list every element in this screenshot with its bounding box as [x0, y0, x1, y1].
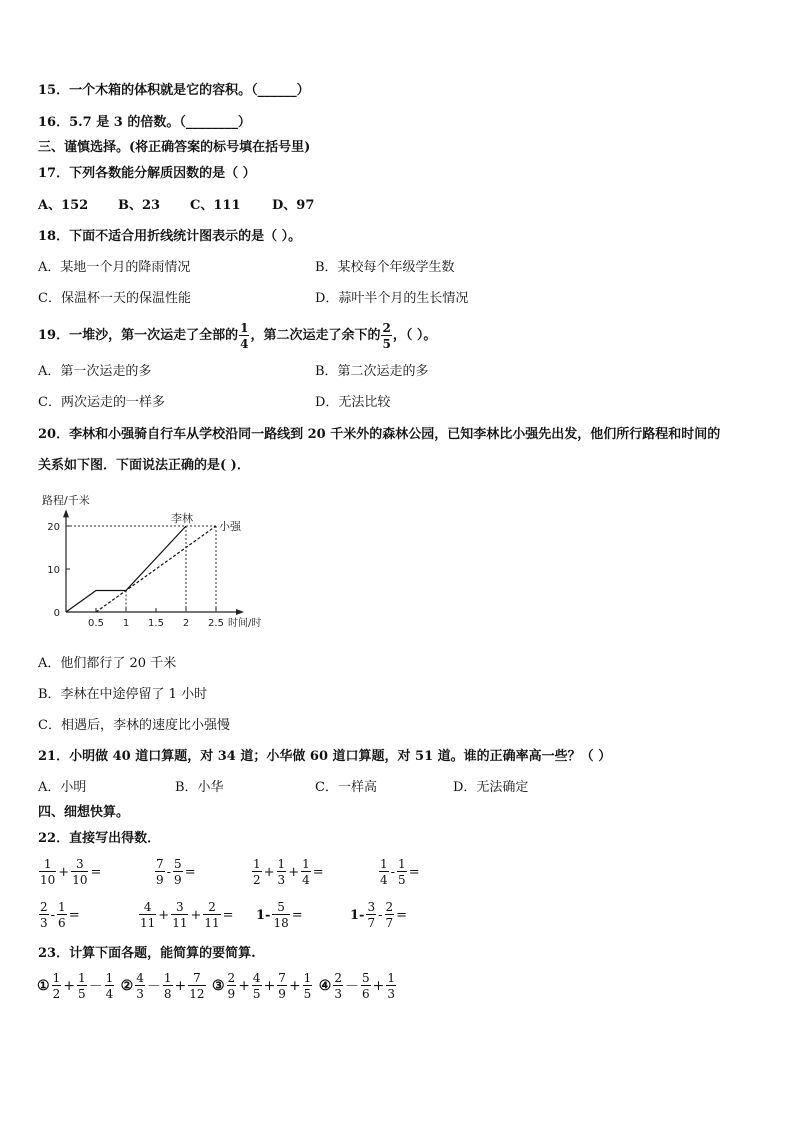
question-18: 18．下面不适合用折线统计图表示的是（ ）。	[38, 229, 302, 244]
q19-option-c: C．两次运走的一样多	[38, 395, 165, 410]
q19-f1-num: 1	[240, 320, 249, 335]
q17-option-d: D、97	[272, 198, 315, 213]
x-tick-label: 0.5	[88, 618, 104, 629]
q19-fraction-1	[239, 322, 249, 350]
question-16: 16．5.7 是 3 的倍数。（________）	[38, 115, 251, 130]
q21-option-c: C．一样高	[315, 780, 377, 795]
y-tick-label: 20	[47, 522, 60, 533]
q20-option-c: C．相遇后，李林的速度比小强慢	[38, 718, 230, 733]
q19-option-d: D．无法比较	[315, 395, 391, 410]
q22-expr-2: $\frac{7}{9}$ - $\frac{5}{9}$ =	[156, 857, 196, 887]
question-21: 21．小明做 40 道口算题，对 34 道；小华做 60 道口算题，对 51 道。谁的正确率高一些？（ ）	[38, 749, 612, 764]
y-axis-arrow	[63, 509, 69, 517]
q21-option-b: B．小华	[175, 780, 224, 795]
x-tick-label: 2	[182, 618, 190, 629]
q21-option-d: D．无法确定	[453, 780, 529, 795]
question-22: 22．直接写出得数．	[38, 831, 161, 846]
q20-option-b: B．李林在中途停留了 1 小时	[38, 687, 208, 702]
q22-expr-8: 1- $\frac{3}{7}$ - $\frac{2}{7}$ =	[350, 900, 408, 930]
q22-expr-1: $\frac{1}{10}$ + $\frac{3}{10}$ =	[40, 857, 102, 887]
q19-text-1: 19．一堆沙，第一次运走了全部的	[38, 328, 239, 343]
q18-option-c: C．保温杯一天的保温性能	[38, 291, 191, 306]
series-line-xiaoqiang	[96, 526, 216, 612]
q19-f1-den: 4	[240, 336, 249, 351]
x-axis-arrow	[236, 609, 244, 615]
q22-expr-5: $\frac{2}{3}$ - $\frac{1}{6}$ =	[40, 900, 80, 930]
q22-expr-7: 1- $\frac{5}{18}$ =	[256, 900, 303, 930]
q19-f2-den: 5	[382, 336, 391, 351]
x-tick-label: 2.5	[208, 618, 224, 629]
series-label-xiaoqiang: 小强	[219, 520, 241, 533]
q19-f2-num: 2	[382, 320, 391, 335]
question-17: 17．下列各数能分解质因数的是（ ）	[38, 166, 256, 181]
section-4-heading: 四、细想快算。	[38, 805, 130, 820]
q18-option-a: A．某地一个月的降雨情况	[38, 260, 191, 275]
q21-option-a: A．小明	[38, 780, 87, 795]
q22-expr-3: $\frac{1}{2}$ + $\frac{1}{3}$ + $\frac{1}{4}$ =	[253, 857, 324, 887]
x-axis-title: 时间/时	[228, 618, 262, 629]
distance-time-chart	[34, 490, 284, 635]
q19-option-a: A．第一次运走的多	[38, 364, 152, 379]
question-19	[38, 318, 436, 354]
y-tick-label: 10	[47, 565, 60, 576]
q17-option-c: C、111	[190, 198, 241, 213]
q17-option-b: B、23	[118, 198, 161, 213]
q22-expr-6: $\frac{4}{11}$ + $\frac{3}{11}$ + $\frac{2}{11}$ =	[140, 900, 234, 930]
question-20-line-1: 20．李林和小强骑自行车从学校沿同一路线到 20 千米外的森林公园，已知李林比小强先出发，他们所行路程和时间的	[38, 427, 721, 442]
x-tick-label: 1	[122, 618, 130, 629]
q19-text-3: ，（ ）。	[392, 328, 437, 343]
question-23: 23．计算下面各题，能简算的要简算.	[38, 946, 256, 961]
y-axis-title: 路程/千米	[42, 494, 90, 507]
question-20-line-2: 关系如下图．下面说法正确的是( )．	[38, 458, 250, 473]
section-3-heading: 三、谨慎选择。(将正确答案的标号填在括号里)	[38, 140, 311, 155]
q19-fraction-2	[381, 322, 391, 350]
q18-option-b: B．某校每个年级学生数	[315, 260, 455, 275]
q18-option-d: D．蒜叶半个月的生长情况	[315, 291, 469, 306]
q17-option-a: A、152	[38, 198, 89, 213]
y-tick-label: 0	[53, 608, 60, 619]
question-15: 15．一个木箱的体积就是它的容积。（______）	[38, 83, 310, 98]
q22-expr-4: $\frac{1}{4}$ - $\frac{1}{5}$ =	[380, 857, 420, 887]
series-label-lilin: 李林	[171, 512, 193, 525]
q19-text-2: ，第二次运走了余下的	[250, 328, 381, 343]
q19-option-b: B．第二次运走的多	[315, 364, 429, 379]
q23-expressions: ① $\frac{1}{2}$ + $\frac{1}{5}$ － $\frac{1}{4}$ ② $\frac{4}{3}$ － $\frac{1}{8}$ + $\frac{7}{12}$ ③ $\frac{2}{9}$ + $\frac{4}{5}$ + $\frac{7}{9}$ + $\frac{1}{5}$ ④ $\frac{2}{3}$ － $\frac{5}{6}$ + $\frac{1}{3}$	[37, 971, 395, 1001]
x-tick-label: 1.5	[148, 618, 164, 629]
q20-option-a: A．他们都行了 20 千米	[38, 656, 177, 671]
